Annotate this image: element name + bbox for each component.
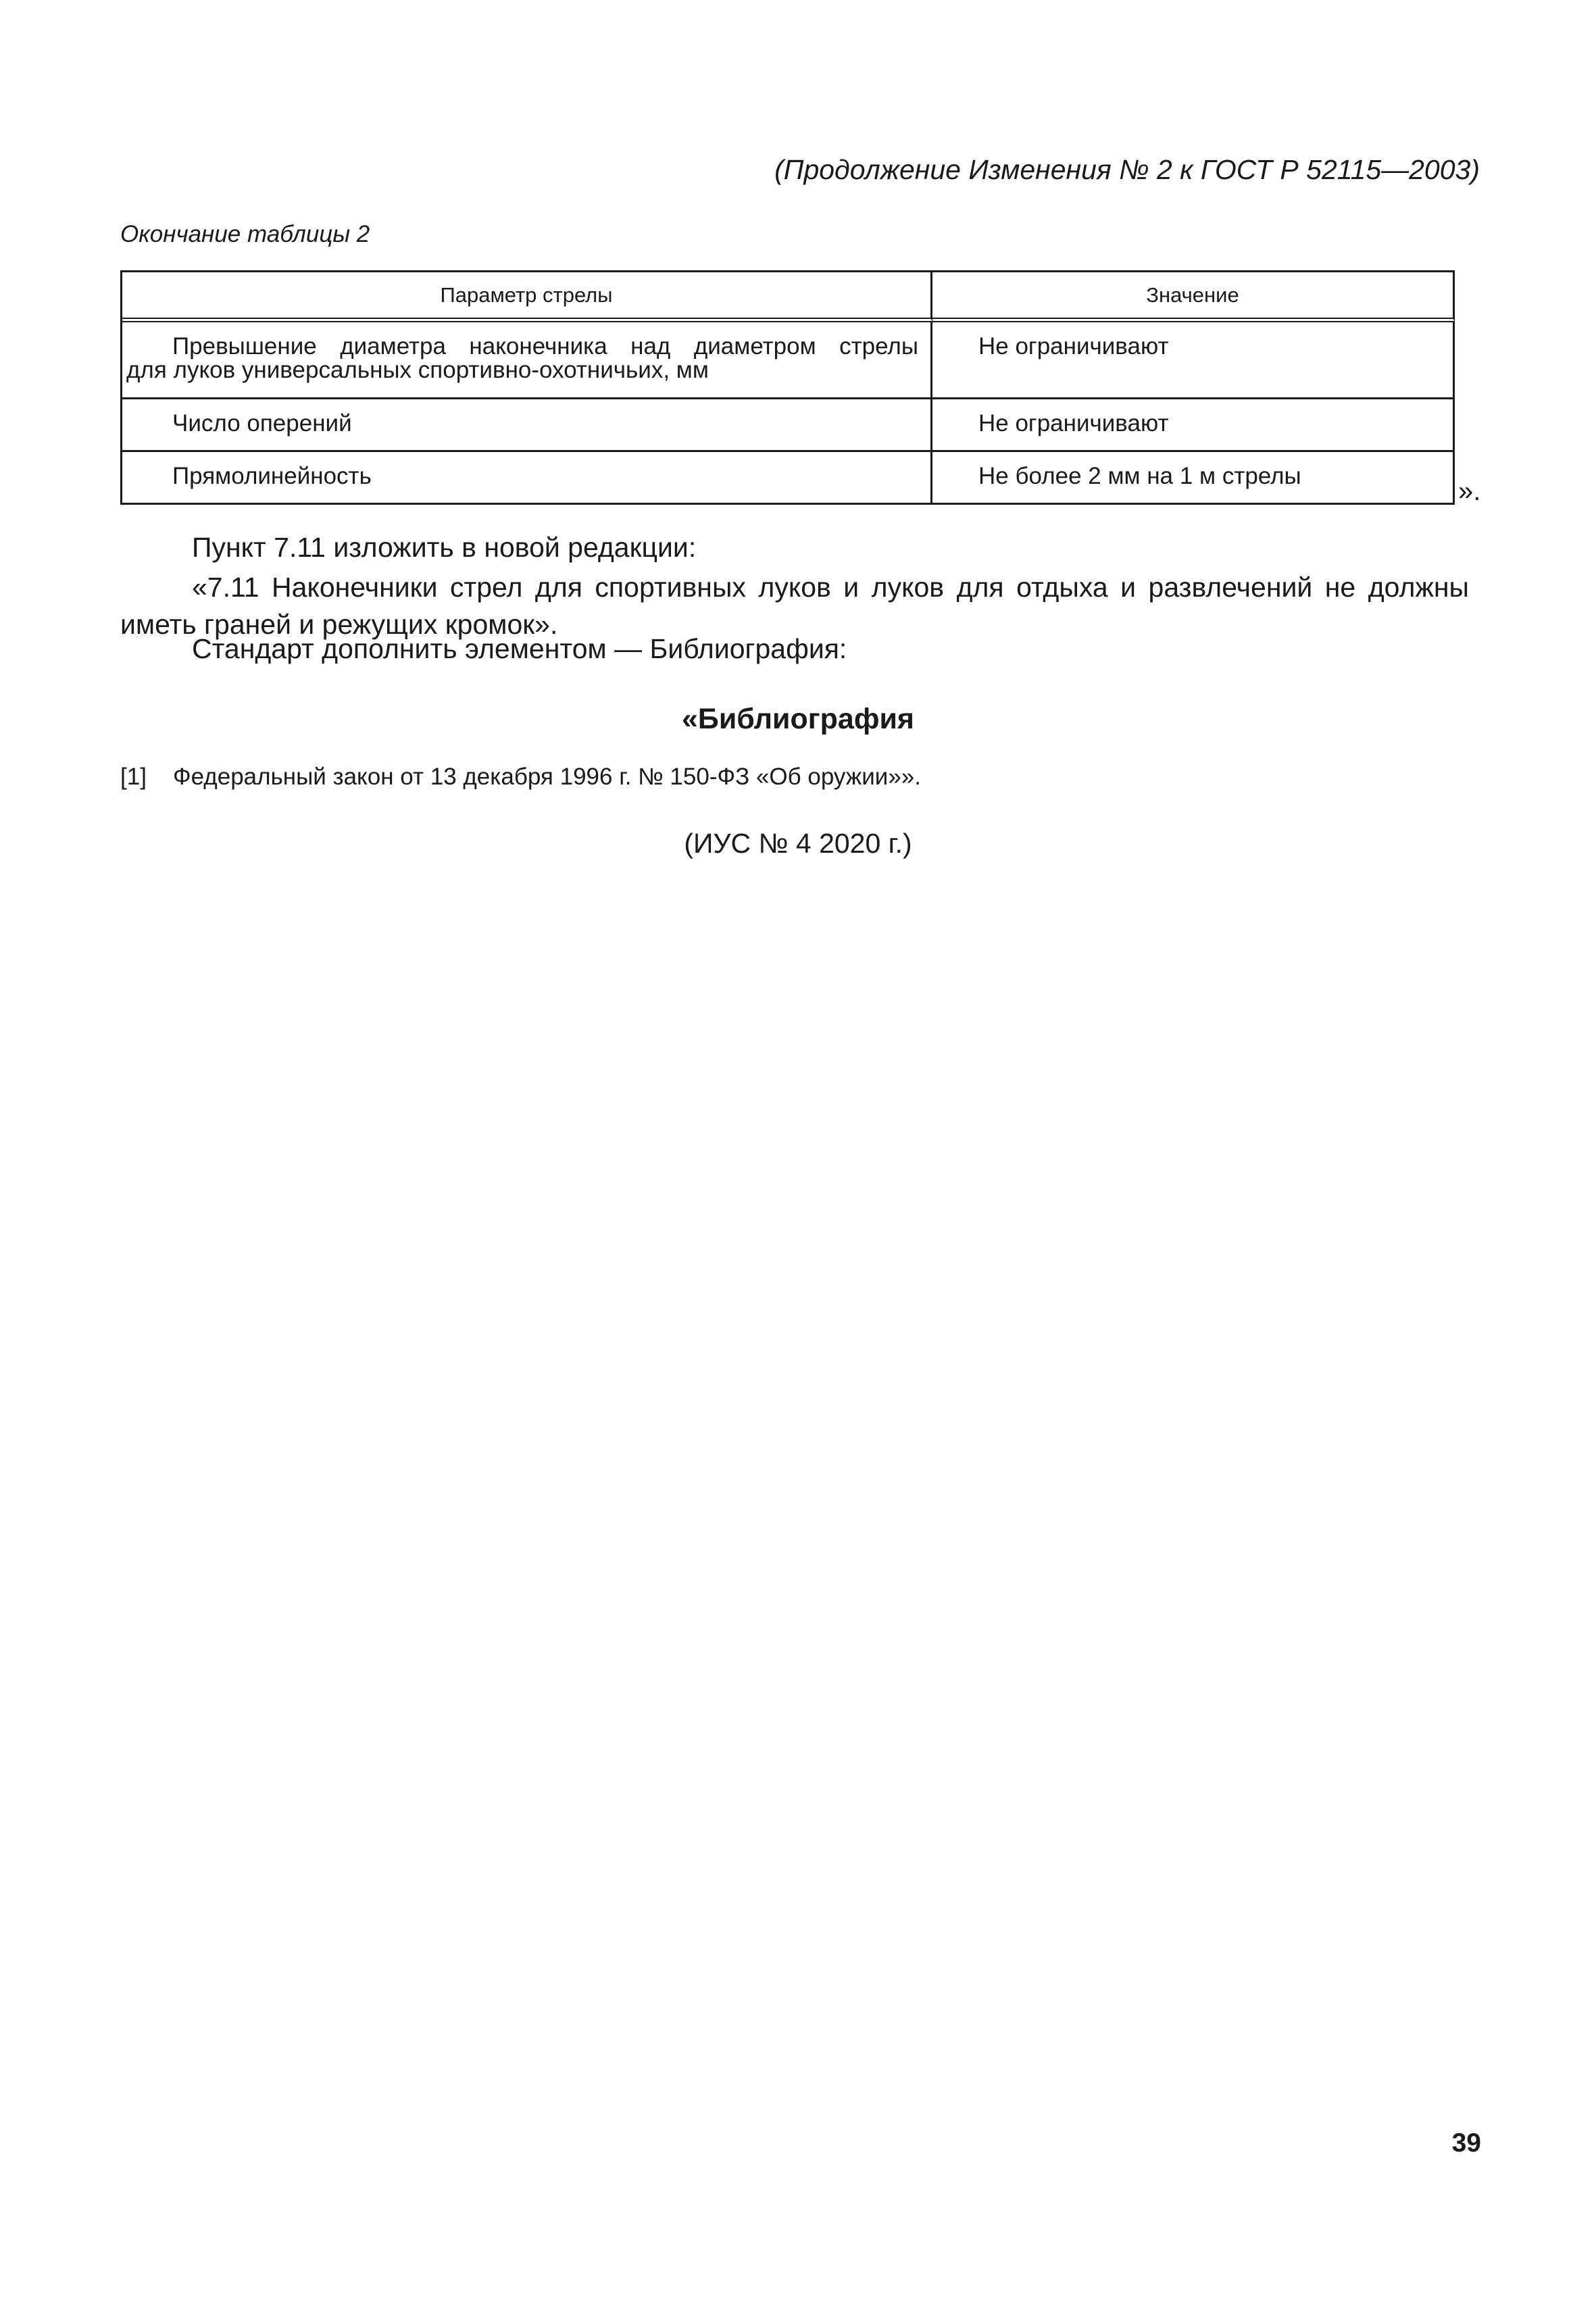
bibliography-item-number: [1] — [120, 764, 147, 790]
ius-reference: (ИУС № 4 2020 г.) — [684, 828, 912, 859]
column-header-parameter: Параметр стрелы — [122, 272, 932, 322]
table-caption: Окончание таблицы 2 — [120, 221, 370, 247]
table-header-row — [122, 272, 1455, 322]
table-cell-parameter — [122, 322, 932, 399]
table-row — [122, 322, 1455, 399]
parameters-table — [120, 270, 1455, 505]
bibliography-item — [120, 764, 921, 791]
bibliography-item-text: Федеральный закон от 13 декабря 1996 г. № 150-ФЗ «Об оружии»». — [173, 764, 921, 790]
table-cell-parameter: Прямолинейность — [122, 452, 932, 505]
table-cell-parameter: Число оперений — [122, 399, 932, 452]
table-row — [122, 399, 1455, 452]
paragraph-bibliography-note: Стандарт дополнить элементом — Библиография: — [192, 633, 847, 664]
column-header-value: Значение — [932, 272, 1455, 322]
parameter-line-1: Превышение диаметра наконечника над диаметром стрелы — [172, 333, 918, 359]
table-cell-value: Не ограничивают — [932, 322, 1455, 399]
table-closing-mark: ». — [1458, 476, 1481, 506]
parameter-line-2: для луков универсальных спортивно-охотничьих, мм — [126, 357, 709, 383]
paragraph-instruction: Пункт 7.11 изложить в новой редакции: — [192, 532, 697, 563]
paragraph-new-wording: «7.11 Наконечники стрел для спортивных луков и луков для отдыха и развлечений не должны иметь граней и режущих кромок». — [120, 572, 1469, 641]
page-header: (Продолжение Изменения № 2 к ГОСТ Р 52115—2003) — [774, 154, 1480, 185]
table-cell-value: Не ограничивают — [932, 399, 1455, 452]
table-cell-value: Не более 2 мм на 1 м стрелы — [932, 452, 1455, 505]
page-number: 39 — [1451, 2129, 1481, 2158]
bibliography-title: «Библиография — [682, 703, 914, 735]
table-row — [122, 452, 1455, 505]
